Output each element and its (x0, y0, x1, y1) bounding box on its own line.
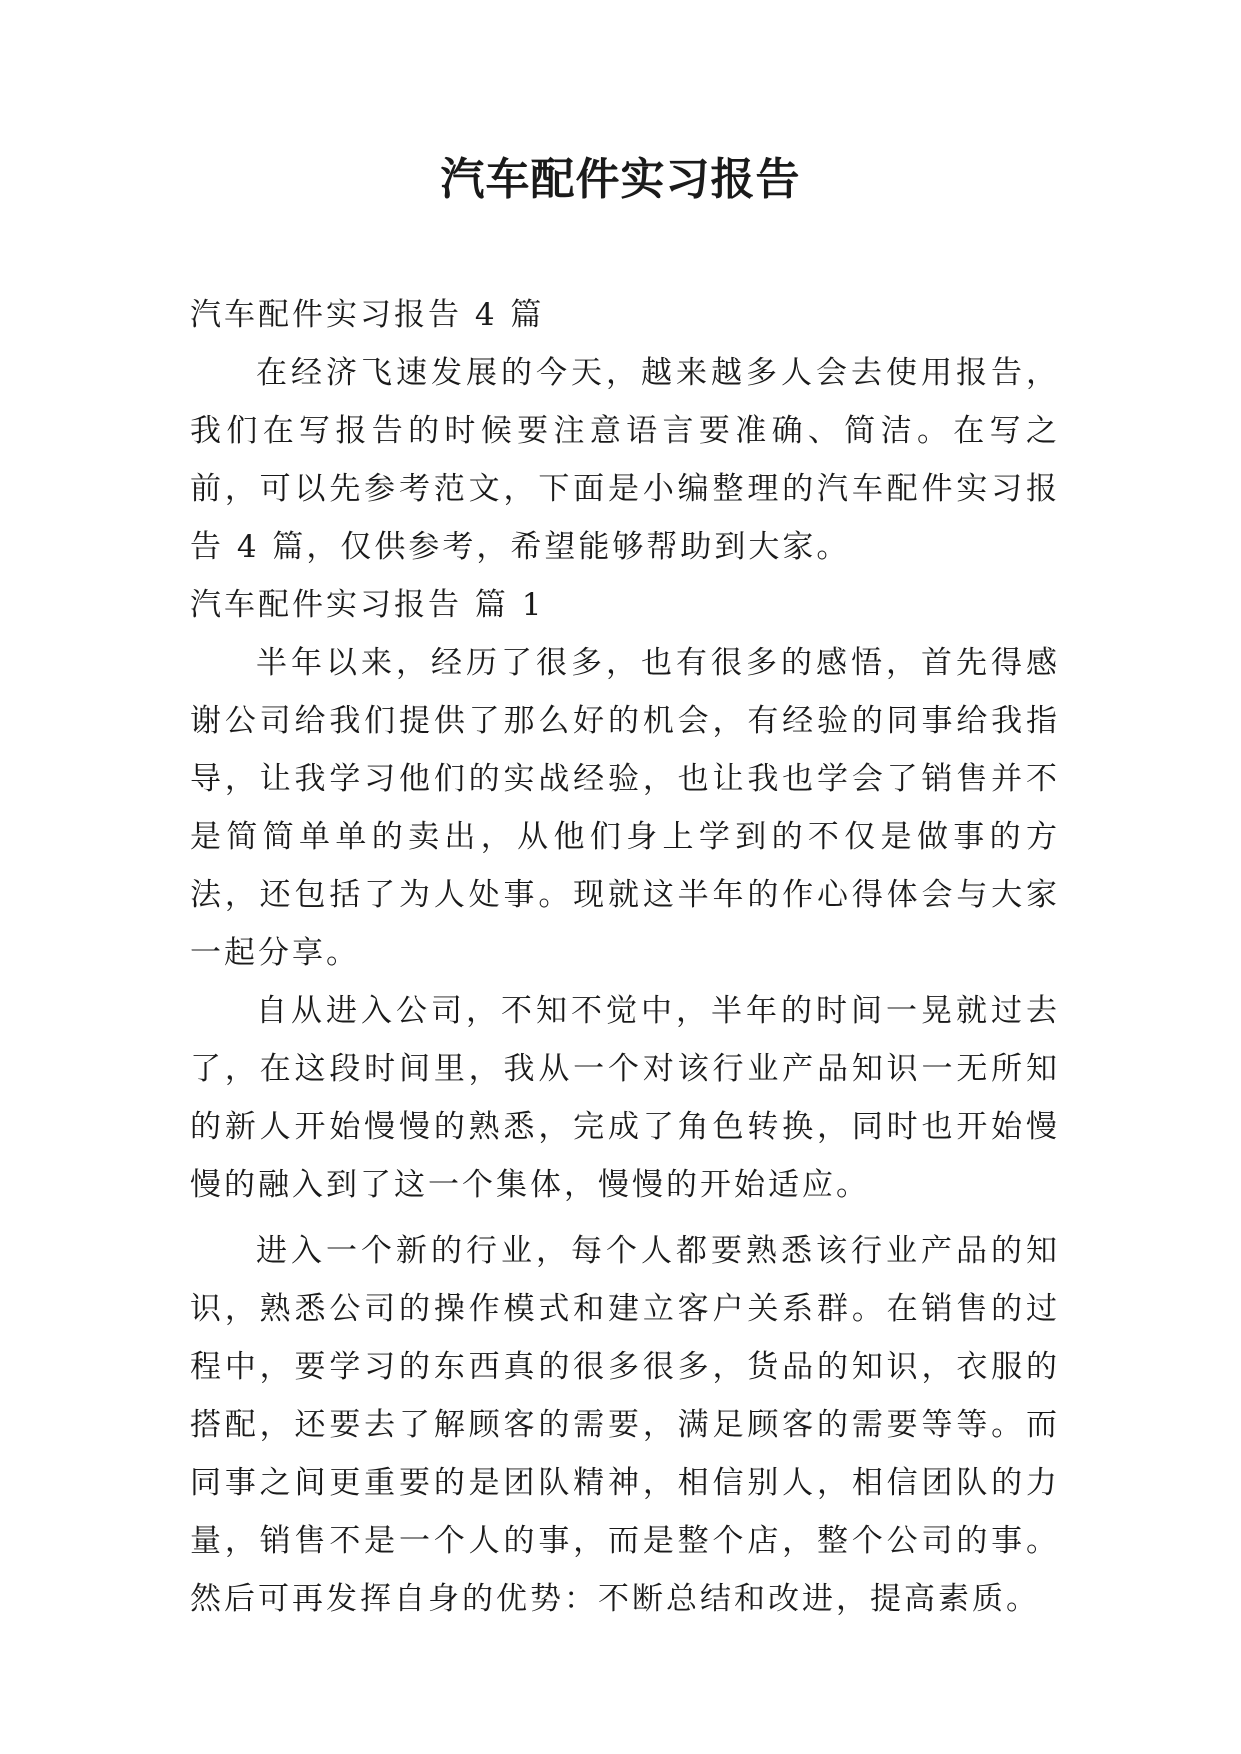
document-body (190, 286, 1060, 1628)
document-title: 汽车配件实习报告 (440, 154, 801, 205)
section-heading: 汽车配件实习报告 篇 1 (190, 587, 545, 623)
body-paragraph-2: 自从进入公司，不知不觉中，半年的时间一晃就过去了，在这段时间里，我从一个对该行业产品知识一无所知的新人开始慢慢的熟悉，完成了角色转换，同时也开始慢慢的融入到了这一个集体，慢慢的开始适应。 (190, 993, 1060, 1203)
paragraph-gap (190, 1214, 1060, 1222)
body-paragraph-3: 进入一个新的行业，每个人都要熟悉该行业产品的知识，熟悉公司的操作模式和建立客户关系群。在销售的过程中，要学习的东西真的很多很多，货品的知识，衣服的搭配，还要去了解顾客的需要，满足顾客的需要等等。而同事之间更重要的是团队精神，相信别人，相信团队的力量，销售不是一个人的事，而是整个店，整个公司的事。然后可再发挥自身的优势：不断总结和改进，提高素质。 (190, 1233, 1060, 1617)
intro-paragraph: 在经济飞速发展的今天，越来越多人会去使用报告，我们在写报告的时候要注意语言要准确、简洁。在写之前，可以先参考范文，下面是小编整理的汽车配件实习报告 4 篇，仅供参考，希望能够帮助到大家。 (190, 355, 1060, 565)
document-subtitle: 汽车配件实习报告 4 篇 (190, 297, 545, 333)
body-paragraph-1: 半年以来，经历了很多，也有很多的感悟，首先得感谢公司给我们提供了那么好的机会，有经验的同事给我指导，让我学习他们的实战经验，也让我也学会了销售并不是简简单单的卖出，从他们身上学到的不仅是做事的方法，还包括了为人处事。现就这半年的作心得体会与大家一起分享。 (190, 645, 1060, 971)
